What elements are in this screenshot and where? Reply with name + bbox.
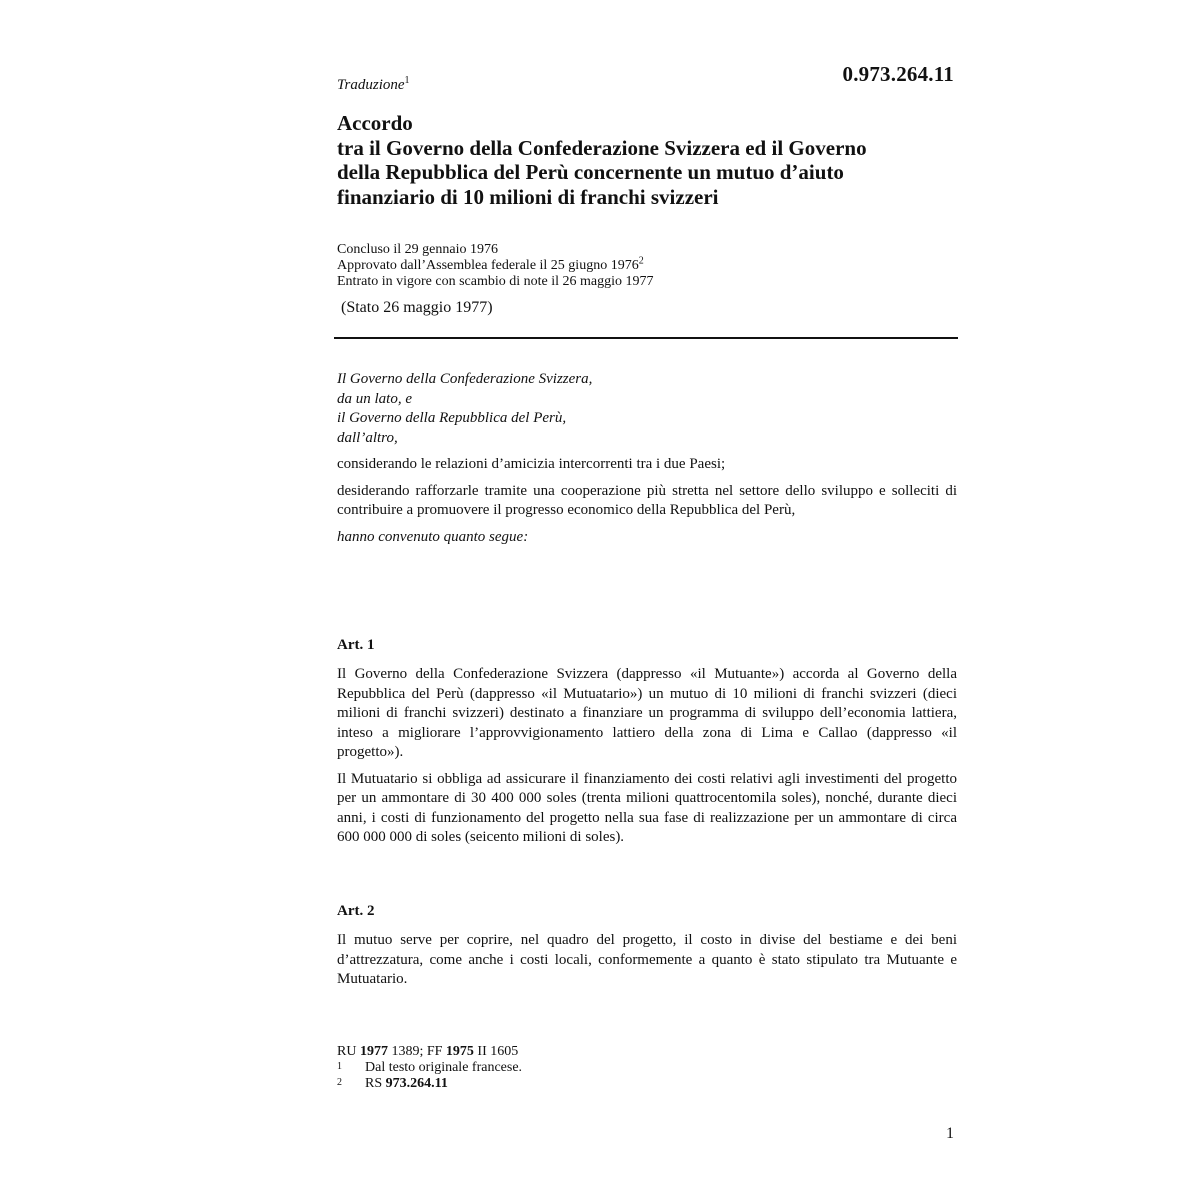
footnote-2 [337,1076,957,1092]
article-1-heading: Art. 1 [337,637,375,653]
preamble [337,370,957,547]
concluso-date: Concluso il 29 gennaio 1976 [337,242,498,257]
considerando-paragraph: considerando le relazioni d’amicizia intercorrenti tra i due Paesi; [337,456,726,472]
article-paragraph: Il mutuo serve per coprire, nel quadro del progetto, il costo in divise del bestiame e dei beni d’attrezzatura, come anche i costi locali, conformemente a quanto è stato stipulato tra Mutuante e Mutuatario. [337,932,957,987]
footnote-mark: 2 [337,1077,342,1088]
footnote-ref-2[interactable]: 2 [638,255,644,267]
header-divider [334,337,958,339]
title-line: tra il Governo della Confederazione Svizzera ed il Governo [337,135,867,160]
source-reference: RU 1977 1389; FF 1975 II 1605 [337,1044,519,1059]
footnotes [337,1044,957,1092]
footnote-mark: 1 [337,1061,342,1072]
entrato-date: Entrato in vigore con scambio di note il 26 maggio 1977 [337,274,654,289]
title-line: finanziario di 10 milioni di franchi svizzeri [337,184,719,209]
title-line: della Repubblica del Perù concernente un mutuo d’aiuto [337,160,844,184]
hanno-convenuto-line: hanno convenuto quanto segue: [337,528,529,545]
document-title [337,111,957,209]
approvato-date: Approvato dall’Assemblea federale il 25 giugno 1976$^2$ [337,255,644,273]
party-line: Il Governo della Confederazione Svizzera, [337,371,593,387]
party-line: dall’altro, [337,429,398,446]
footnote-text: RS 973.264.11 [365,1076,448,1091]
footnote-text: Dal testo originale francese. [365,1060,523,1075]
title-line: Accordo [337,111,413,135]
footnote-ref-1[interactable]: 1 [404,75,410,86]
sr-number: 0.973.264.11 [842,62,954,86]
article-paragraph: Il Governo della Confederazione Svizzera (dappresso «il Mutuante») accorda al Governo della Repubblica del Perù (dappresso «il Mutuatario») un mutuo di 10 milioni di franchi svizzeri (dieci milioni di franchi svizzeri) destinato a finanziare un programma di sviluppo dell’economia lattiera, inteso a migliorare l’approvvigionamento lattiero della zona di Lima e Callao (dappresso «il progetto»). [337,666,957,760]
desiderando-paragraph: desiderando rafforzarle tramite una cooperazione più stretta nel settore dello sviluppo e solleciti di contribuire a promuovere il progresso economico della Repubblica del Perù, [337,482,957,518]
article-paragraph: Il Mutuatario si obbliga ad assicurare il finanziamento dei costi relativi agli investimenti del progetto per un ammontare di 30 400 000 soles (trenta milioni quattrocentomila soles), nonché, durante dieci anni, i costi di funzionamento del progetto nella sua fase di realizzazione per un ammontare di circa 600 000 000 di soles (seicento milioni di soles). [337,770,957,845]
article-2-heading: Art. 2 [337,903,375,919]
translation-label: Traduzione$^1$ [337,75,410,93]
footnote-1 [337,1060,957,1076]
sr-link[interactable]: 973.264.11 [385,1076,448,1091]
page-number: 1 [946,1125,954,1142]
party-line: il Governo della Repubblica del Perù, [337,410,567,426]
article-2-body [337,931,957,990]
document-metadata [337,242,957,290]
party-line: da un lato, e [337,390,412,407]
article-1-body [337,665,957,848]
stato-date: (Stato 26 maggio 1977) [341,299,493,316]
